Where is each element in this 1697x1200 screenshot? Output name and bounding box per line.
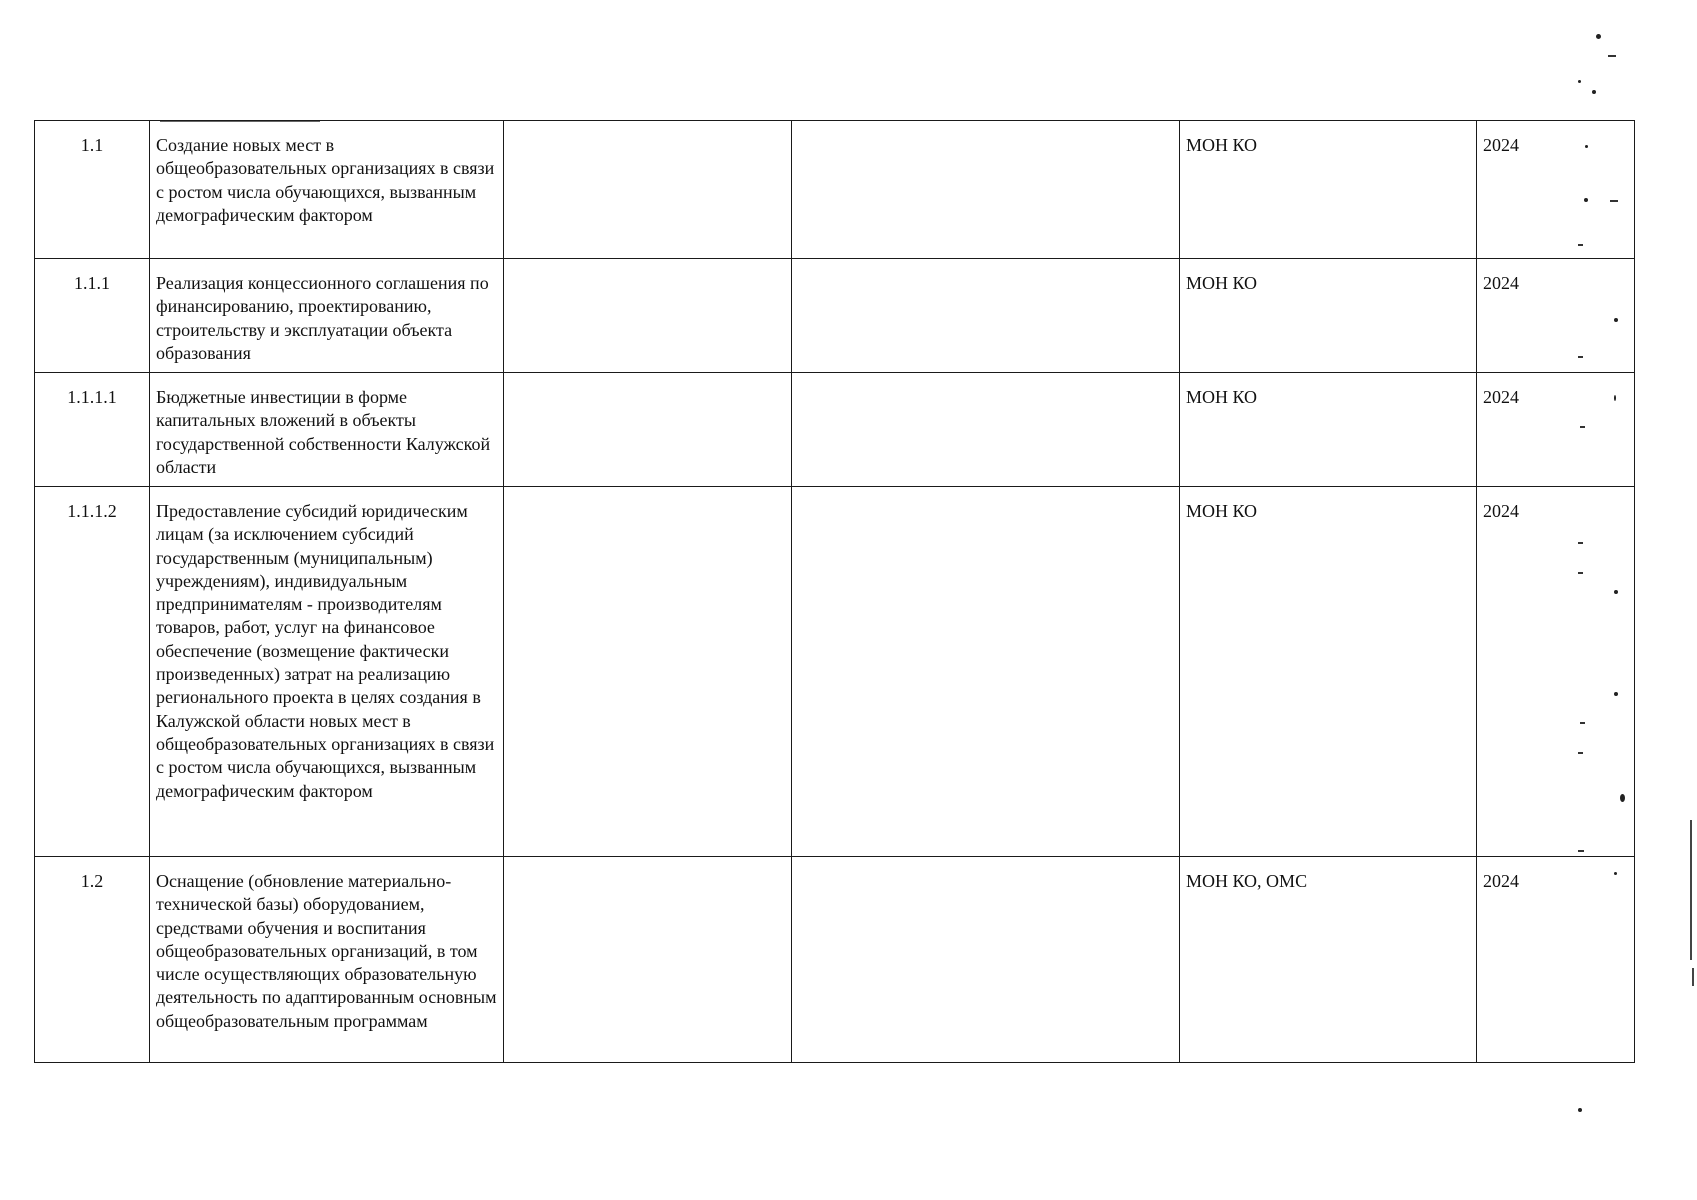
- empty-cell: [792, 487, 1180, 857]
- scan-speck: [1614, 590, 1618, 594]
- empty-cell: [792, 259, 1180, 373]
- scan-speck: [1578, 752, 1583, 754]
- responsible-executor: МОН КО: [1180, 487, 1477, 857]
- scan-speck: [1578, 80, 1581, 83]
- activity-name: Предоставление субсидий юридическим лицам (за исключением субсидий государственным (муниципальным) учреждениям), индивидуальным предпринимателям - производителям товаров, работ, услуг на финансовое обеспечение (возмещение фактически произведенных) затрат на реализацию регионального проекта в целях создания в Калужской области новых мест в общеобразовательных организациях в связи с ростом числа обучающихся, вызванным демографическим фактором: [150, 487, 504, 857]
- scan-speck: [1614, 872, 1617, 875]
- scan-speck: [1596, 34, 1601, 39]
- scan-speck: [1578, 1108, 1582, 1112]
- scan-speck: [1578, 244, 1583, 246]
- implementation-year: 2024: [1477, 259, 1635, 373]
- scan-speck: [1585, 145, 1588, 148]
- scan-speck: [1578, 850, 1584, 852]
- empty-cell: [504, 857, 792, 1063]
- scan-speck: [1614, 318, 1618, 322]
- empty-cell: [792, 121, 1180, 259]
- table-row: [35, 121, 1635, 259]
- activity-name: Бюджетные инвестиции в форме капитальных вложений в объекты государственной собственности Калужской области: [150, 373, 504, 487]
- activities-table: [34, 120, 1635, 1063]
- table-row: [35, 487, 1635, 857]
- implementation-year: 2024: [1477, 373, 1635, 487]
- implementation-year: 2024: [1477, 857, 1635, 1063]
- scan-speck: [1614, 395, 1616, 401]
- scan-artifact-line: [1692, 968, 1694, 986]
- implementation-year: 2024: [1477, 121, 1635, 259]
- responsible-executor: МОН КО: [1180, 259, 1477, 373]
- empty-cell: [504, 121, 792, 259]
- scan-speck: [1580, 426, 1585, 428]
- empty-cell: [504, 373, 792, 487]
- scan-speck: [1610, 200, 1618, 202]
- scan-speck: [1580, 722, 1585, 724]
- table-row: [35, 259, 1635, 373]
- empty-cell: [792, 857, 1180, 1063]
- row-number: 1.1.1.2: [35, 487, 150, 857]
- scan-speck: [1620, 794, 1625, 802]
- responsible-executor: МОН КО: [1180, 373, 1477, 487]
- responsible-executor: МОН КО, ОМС: [1180, 857, 1477, 1063]
- row-number: 1.1: [35, 121, 150, 259]
- scan-speck: [1578, 572, 1583, 574]
- activity-name: Создание новых мест в общеобразовательных организациях в связи с ростом числа обучающихся, вызванным демографическим фактором: [150, 121, 504, 259]
- table-row: [35, 373, 1635, 487]
- responsible-executor: МОН КО: [1180, 121, 1477, 259]
- scan-speck: [1584, 198, 1588, 202]
- activity-name: Оснащение (обновление материально-технической базы) оборудованием, средствами обучения и воспитания общеобразовательных организаций, в том числе осуществляющих образовательную деятельность по адаптированным основным общеобразовательным программам: [150, 857, 504, 1063]
- row-number: 1.1.1.1: [35, 373, 150, 487]
- row-number: 1.1.1: [35, 259, 150, 373]
- empty-cell: [504, 487, 792, 857]
- activity-name: Реализация концессионного соглашения по финансированию, проектированию, строительству и эксплуатации объекта образования: [150, 259, 504, 373]
- scan-speck: [1614, 692, 1618, 696]
- row-number: 1.2: [35, 857, 150, 1063]
- scan-speck: [1578, 542, 1583, 544]
- empty-cell: [792, 373, 1180, 487]
- scan-artifact-line: [1690, 820, 1692, 960]
- scan-speck: [1608, 55, 1616, 57]
- empty-cell: [504, 259, 792, 373]
- table-row: [35, 857, 1635, 1063]
- scan-speck: [1592, 90, 1596, 94]
- implementation-year: 2024: [1477, 487, 1635, 857]
- scan-speck: [1578, 356, 1583, 358]
